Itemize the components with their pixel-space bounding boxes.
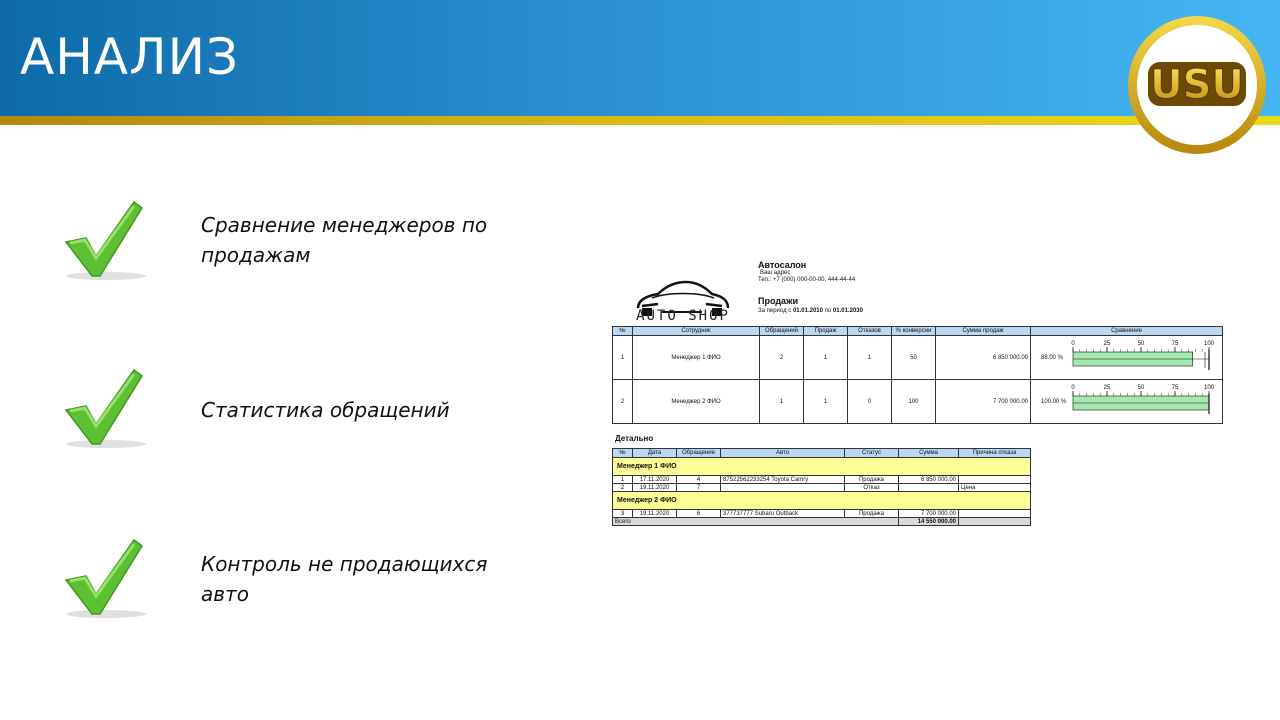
group-name: Менеджер 2 ФИО: [613, 492, 1031, 510]
cell: 7 700 000.00: [936, 380, 1031, 424]
cell: 19.11.2020: [633, 484, 677, 492]
table-row: [613, 336, 1223, 380]
cell: [959, 510, 1031, 518]
company-name: Автосалон: [758, 260, 807, 270]
cell: 50: [892, 336, 936, 380]
compare-cell: [1031, 380, 1223, 424]
cell: 3: [613, 510, 633, 518]
scale-tick-label: 25: [1103, 341, 1111, 347]
cell: 377737777 Subaru Outback: [721, 510, 845, 518]
scale-tick-label: 50: [1137, 341, 1145, 347]
scale-tick-label: 25: [1103, 385, 1111, 391]
cell: Менеджер 2 ФИО: [633, 380, 760, 424]
table-row: [613, 510, 1031, 518]
scale-tick-label: 100: [1203, 341, 1215, 347]
header-stripe: [0, 116, 1280, 125]
total-sum: 14 550 000.00: [899, 518, 959, 526]
slide-title: АНАЛИЗ: [20, 28, 240, 86]
summary-header-row: [613, 327, 1223, 336]
cell: [959, 476, 1031, 484]
col-header: Авто: [721, 449, 845, 458]
checkmark-icon: [58, 368, 150, 450]
cell: 1: [804, 336, 848, 380]
col-header: Отказов: [848, 327, 892, 336]
cell: 2: [613, 380, 633, 424]
col-header: Сравнение: [1031, 327, 1223, 336]
report-title: Продажи: [758, 296, 798, 306]
company-phone: Тел.: +7 (000) 000-00-00, 444-44-44: [758, 277, 856, 283]
cell: Продажа: [845, 510, 899, 518]
group-row: [613, 458, 1031, 476]
cell: 6 850 000.00: [899, 476, 959, 484]
col-header: Обращений: [760, 327, 804, 336]
col-header: Обращение: [677, 449, 721, 458]
compare-gauge: [1069, 382, 1217, 422]
cell: 2: [613, 484, 633, 492]
cell: 0: [848, 380, 892, 424]
scale-tick-label: 0: [1071, 385, 1075, 391]
scale-tick-label: 0: [1071, 341, 1075, 347]
col-header: Причина отказа: [959, 449, 1031, 458]
scale-tick-label: 100: [1203, 385, 1215, 391]
col-header: Продаж: [804, 327, 848, 336]
sales-report: [612, 256, 1224, 536]
cell: 100: [892, 380, 936, 424]
col-header: №: [613, 449, 633, 458]
shop-name: AUTO SHOP: [636, 308, 730, 324]
cell: Отказ: [845, 484, 899, 492]
cell: 1: [804, 380, 848, 424]
logo-text: USU: [1150, 62, 1244, 108]
scale-tick-label: 50: [1137, 385, 1145, 391]
cell: 19.11.2020: [633, 510, 677, 518]
col-header: Сотрудник: [633, 327, 760, 336]
checkmark-icon: [58, 200, 150, 282]
cell: 1: [848, 336, 892, 380]
report-period: За период с 01.01.2010 по 01.01.2030: [758, 308, 863, 314]
detail-title: Детально: [615, 434, 654, 443]
col-header: Дата: [633, 449, 677, 458]
group-name: Менеджер 1 ФИО: [613, 458, 1031, 476]
table-row: [613, 380, 1223, 424]
checkmark-icon: [58, 538, 150, 620]
col-header: % конверсии: [892, 327, 936, 336]
cell: 4: [677, 476, 721, 484]
col-header: №: [613, 327, 633, 336]
cell: 1: [613, 336, 633, 380]
cell: Цена: [959, 484, 1031, 492]
cell: [721, 484, 845, 492]
cell: 17.11.2020: [633, 476, 677, 484]
bullet-unsold-cars: Контроль не продающихся авто: [201, 552, 488, 606]
compare-gauge: [1069, 338, 1217, 378]
cell: 7 700 000.00: [899, 510, 959, 518]
total-row: [613, 518, 1031, 526]
detail-header-row: [613, 449, 1031, 458]
cell: 1: [613, 476, 633, 484]
compare-percent: 88.00 %: [1041, 355, 1064, 361]
cell: Менеджер 1 ФИО: [633, 336, 760, 380]
summary-table: [612, 326, 1223, 424]
cell: 7: [677, 484, 721, 492]
bullet-manager-comparison: Сравнение менеджеров по продажам: [201, 213, 488, 267]
cell: 1: [760, 380, 804, 424]
scale-tick-label: 75: [1171, 385, 1179, 391]
cell: [899, 484, 959, 492]
compare-cell: [1031, 336, 1223, 380]
cell: 2: [760, 336, 804, 380]
group-row: [613, 492, 1031, 510]
table-row: [613, 476, 1031, 484]
cell: 6 850 000.00: [936, 336, 1031, 380]
compare-percent: 100.00 %: [1041, 399, 1067, 405]
detail-table: [612, 448, 1031, 526]
usu-logo: [1126, 14, 1268, 156]
scale-tick-label: 75: [1171, 341, 1179, 347]
cell: [959, 518, 1031, 526]
company-address: Ваш адрес: [760, 270, 791, 276]
cell: Продажа: [845, 476, 899, 484]
col-header: Сумма продаж: [936, 327, 1031, 336]
bullet-request-stats: Статистика обращений: [201, 398, 450, 422]
col-header: Статус: [845, 449, 899, 458]
total-label: Всего: [613, 518, 899, 526]
cell: 87522562233254 Toyota Camry: [721, 476, 845, 484]
cell: 6: [677, 510, 721, 518]
table-row: [613, 484, 1031, 492]
col-header: Сумма: [899, 449, 959, 458]
